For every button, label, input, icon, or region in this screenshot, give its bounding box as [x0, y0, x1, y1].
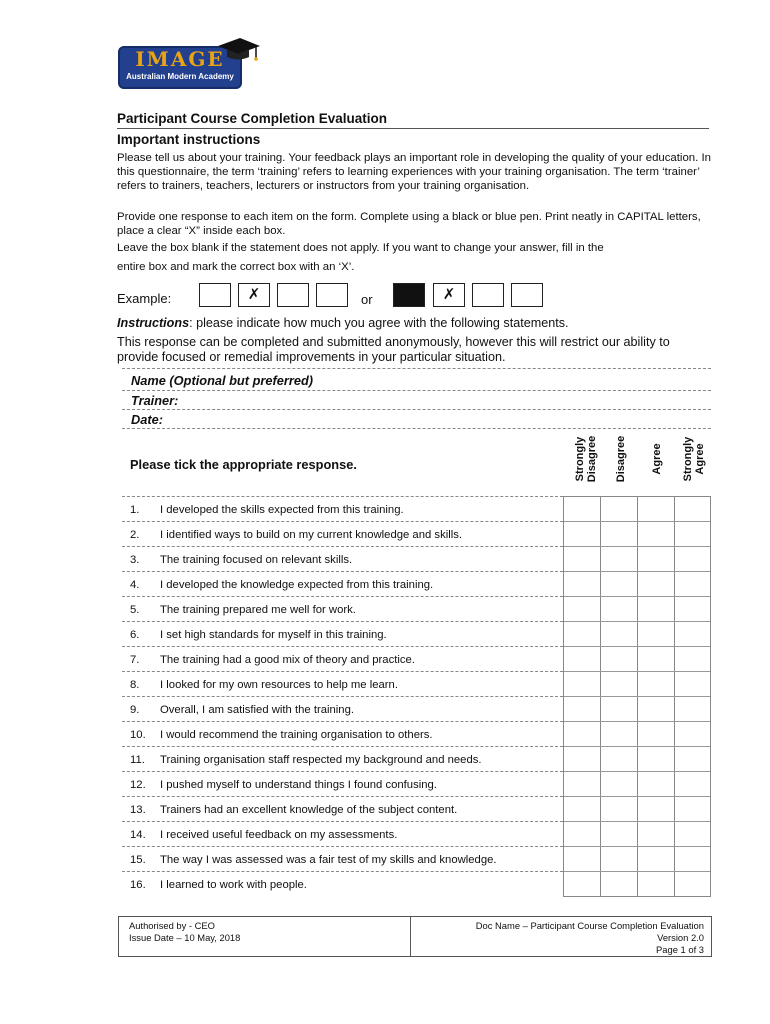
column-strongly-agree: [676, 428, 712, 490]
response-checkbox[interactable]: [637, 497, 674, 521]
question-text: The way I was assessed was a fair test of my skills and knowledge.: [160, 854, 497, 867]
blank-box-instructions: Leave the box blank if the statement does not apply. If you want to change your answer, fill in the: [117, 242, 604, 254]
example-box: [511, 283, 543, 307]
response-checkbox[interactable]: [637, 847, 674, 871]
change-answer-instructions: entire box and mark the correct box with an ‘X’.: [117, 261, 355, 273]
question-text: I would recommend the training organisation to others.: [160, 729, 433, 742]
response-checkbox[interactable]: [564, 747, 600, 771]
example-box: [472, 283, 504, 307]
response-checkbox[interactable]: [637, 572, 674, 596]
response-checkbox[interactable]: [564, 672, 600, 696]
anonymous-note: This response can be completed and submitted anonymously, however this will restrict our ability to provide focused or remedial improvements in your particular situation.: [117, 335, 670, 364]
response-checkbox[interactable]: [637, 772, 674, 796]
question-number: 2.: [130, 529, 140, 542]
intro-paragraph: Please tell us about your training. Your feedback plays an important role in developing the quality of your education. In this questionnaire, the term ‘training’ refers to learning experiences with your training organisation. The term ‘trainer’ refers to trainers, teachers, lecturers or instructors from your training organisation.: [117, 152, 711, 192]
response-checkbox[interactable]: [600, 697, 637, 721]
question-text: Training organisation staff respected my background and needs.: [160, 754, 482, 767]
example-box-filled: [393, 283, 425, 307]
response-checkbox[interactable]: [600, 622, 637, 646]
footer-right: [476, 920, 704, 956]
form-title: Participant Course Completion Evaluation: [117, 111, 388, 126]
response-checkbox[interactable]: [564, 622, 600, 646]
response-checkbox[interactable]: [600, 797, 637, 821]
question-text: I developed the skills expected from this training.: [160, 504, 404, 516]
response-checkbox[interactable]: [564, 722, 600, 746]
response-checkbox[interactable]: [600, 872, 637, 896]
response-instructions: Provide one response to each item on the form. Complete using a black or blue pen. Print neatly in CAPITAL letters, place a clear “X” inside each box.: [117, 211, 701, 237]
question-row: [122, 622, 562, 647]
academy-logo: [118, 36, 264, 90]
response-checkbox[interactable]: [637, 797, 674, 821]
question-row: [122, 722, 562, 747]
response-checkbox[interactable]: [600, 522, 637, 546]
column-disagree: [603, 428, 639, 490]
question-text: Trainers had an excellent knowledge of the subject content.: [160, 804, 458, 817]
rating-prompt: Please tick the appropriate response.: [130, 457, 357, 472]
response-checkbox[interactable]: [674, 547, 711, 571]
date-field-label: Date:: [131, 412, 163, 427]
question-row: [122, 547, 562, 572]
response-checkbox[interactable]: [600, 597, 637, 621]
column-strongly-disagree: [568, 428, 604, 490]
response-checkbox[interactable]: [564, 522, 600, 546]
response-checkbox[interactable]: [600, 672, 637, 696]
logo-subtitle: Australian Modern Academy: [126, 72, 234, 81]
response-checkbox[interactable]: [564, 797, 600, 821]
example-box: [316, 283, 348, 307]
response-checkbox[interactable]: [637, 647, 674, 671]
logo-title: IMAGE: [135, 47, 225, 71]
response-checkbox[interactable]: [674, 697, 711, 721]
response-checkbox[interactable]: [600, 497, 637, 521]
response-checkbox[interactable]: [674, 572, 711, 596]
response-checkbox[interactable]: [674, 597, 711, 621]
question-number: 13.: [130, 804, 146, 817]
question-row: [122, 847, 562, 872]
response-checkbox[interactable]: [637, 622, 674, 646]
response-checkbox[interactable]: [674, 622, 711, 646]
version: Version 2.0: [657, 932, 704, 943]
question-number: 4.: [130, 579, 140, 592]
response-checkbox[interactable]: [637, 747, 674, 771]
question-row: [122, 747, 562, 772]
instructions-line: [117, 316, 569, 330]
question-text: I identified ways to build on my current knowledge and skills.: [160, 529, 463, 542]
response-checkbox[interactable]: [564, 697, 600, 721]
question-row: [122, 697, 562, 722]
response-checkbox[interactable]: [674, 847, 711, 871]
question-number: 10.: [130, 729, 146, 742]
response-checkbox[interactable]: [564, 822, 600, 846]
instructions-label: Instructions: [117, 316, 190, 330]
question-number: 8.: [130, 679, 140, 692]
question-number: 9.: [130, 704, 140, 717]
question-text: Overall, I am satisfied with the training.: [160, 704, 355, 717]
response-checkbox[interactable]: [674, 772, 711, 796]
question-row: [122, 497, 562, 522]
question-row: [122, 572, 562, 597]
question-row: [122, 672, 562, 697]
column-label: Strongly Disagree: [574, 435, 598, 483]
question-number: 15.: [130, 854, 146, 867]
response-checkbox[interactable]: [637, 697, 674, 721]
page-number: Page 1 of 3: [656, 944, 704, 955]
response-checkbox[interactable]: [674, 872, 711, 896]
example-row: [117, 283, 557, 309]
important-instructions-heading: Important instructions: [117, 132, 261, 147]
column-label: Strongly Agree: [682, 436, 706, 482]
response-checkbox[interactable]: [600, 722, 637, 746]
example-box-marked: ✗: [433, 283, 465, 307]
question-number: 1.: [130, 504, 140, 516]
response-checkbox[interactable]: [637, 722, 674, 746]
response-checkbox[interactable]: [564, 572, 600, 596]
example-box: [199, 283, 231, 307]
example-or: or: [361, 292, 373, 307]
response-checkbox[interactable]: [564, 497, 600, 521]
question-row: [122, 822, 562, 847]
response-checkbox[interactable]: [674, 497, 711, 521]
footer-left: [119, 917, 411, 956]
question-text: The training had a good mix of theory and practice.: [160, 654, 415, 667]
question-row: [122, 872, 562, 897]
trainer-field-line[interactable]: [122, 409, 711, 410]
question-row: [122, 597, 562, 622]
question-number: 5.: [130, 604, 140, 617]
response-checkbox[interactable]: [600, 847, 637, 871]
document-footer: [118, 916, 712, 957]
response-checkbox[interactable]: [674, 672, 711, 696]
question-text: The training prepared me well for work.: [160, 604, 356, 617]
example-label: Example:: [117, 291, 172, 306]
response-checkbox[interactable]: [637, 522, 674, 546]
response-checkbox[interactable]: [637, 547, 674, 571]
column-agree: [639, 428, 675, 490]
question-text: I pushed myself to understand things I found confusing.: [160, 779, 437, 792]
question-row: [122, 522, 562, 547]
response-checkbox[interactable]: [637, 822, 674, 846]
response-checkbox[interactable]: [637, 872, 674, 896]
question-text: I learned to work with people.: [160, 879, 307, 892]
example-box-marked: ✗: [238, 283, 270, 307]
response-checkbox[interactable]: [637, 672, 674, 696]
question-text: I set high standards for myself in this training.: [160, 629, 387, 642]
question-number: 6.: [130, 629, 140, 642]
question-row: [122, 647, 562, 672]
divider: [122, 368, 711, 369]
trainer-field-label: Trainer:: [131, 393, 179, 408]
response-checkbox[interactable]: [600, 822, 637, 846]
question-text: I developed the knowledge expected from this training.: [160, 579, 434, 592]
response-checkbox[interactable]: [674, 797, 711, 821]
title-divider: [117, 128, 709, 129]
question-number: 16.: [130, 879, 146, 892]
response-checkbox[interactable]: [600, 547, 637, 571]
response-checkbox[interactable]: [637, 597, 674, 621]
response-checkbox[interactable]: [674, 647, 711, 671]
response-checkbox[interactable]: [674, 522, 711, 546]
question-row: [122, 797, 562, 822]
doc-name: Doc Name – Participant Course Completion Evaluation: [475, 920, 704, 931]
response-checkbox[interactable]: [564, 872, 600, 896]
response-checkbox[interactable]: [674, 747, 711, 771]
response-checkbox[interactable]: [564, 547, 600, 571]
name-field-label: Name (Optional but preferred): [131, 373, 314, 388]
response-checkbox[interactable]: [674, 722, 711, 746]
question-text: The training focused on relevant skills.: [160, 554, 353, 567]
response-checkbox[interactable]: [564, 772, 600, 796]
example-box: [277, 283, 309, 307]
issue-date: Issue Date – 10 May, 2018: [129, 932, 241, 943]
authorised-by: Authorised by - CEO: [129, 920, 215, 931]
question-number: 7.: [130, 654, 140, 667]
question-text: I received useful feedback on my assessments.: [160, 829, 398, 842]
column-label: Disagree: [615, 435, 627, 483]
response-checkbox[interactable]: [600, 772, 637, 796]
question-text: I looked for my own resources to help me learn.: [160, 679, 398, 692]
response-checkbox[interactable]: [674, 822, 711, 846]
response-checkbox[interactable]: [600, 572, 637, 596]
response-checkbox[interactable]: [600, 747, 637, 771]
question-number: 14.: [130, 829, 146, 842]
response-checkbox[interactable]: [564, 847, 600, 871]
name-field-line[interactable]: [122, 390, 711, 391]
response-checkbox[interactable]: [564, 647, 600, 671]
question-number: 11.: [130, 754, 145, 767]
instructions-text: : please indicate how much you agree with the following statements.: [189, 316, 569, 330]
column-label: Agree: [651, 443, 663, 475]
question-number: 3.: [130, 554, 140, 567]
response-grid: [563, 496, 711, 897]
question-number: 12.: [130, 779, 146, 792]
graduation-cap-icon: [214, 36, 262, 62]
question-row: [122, 772, 562, 797]
response-checkbox[interactable]: [564, 597, 600, 621]
response-checkbox[interactable]: [600, 647, 637, 671]
